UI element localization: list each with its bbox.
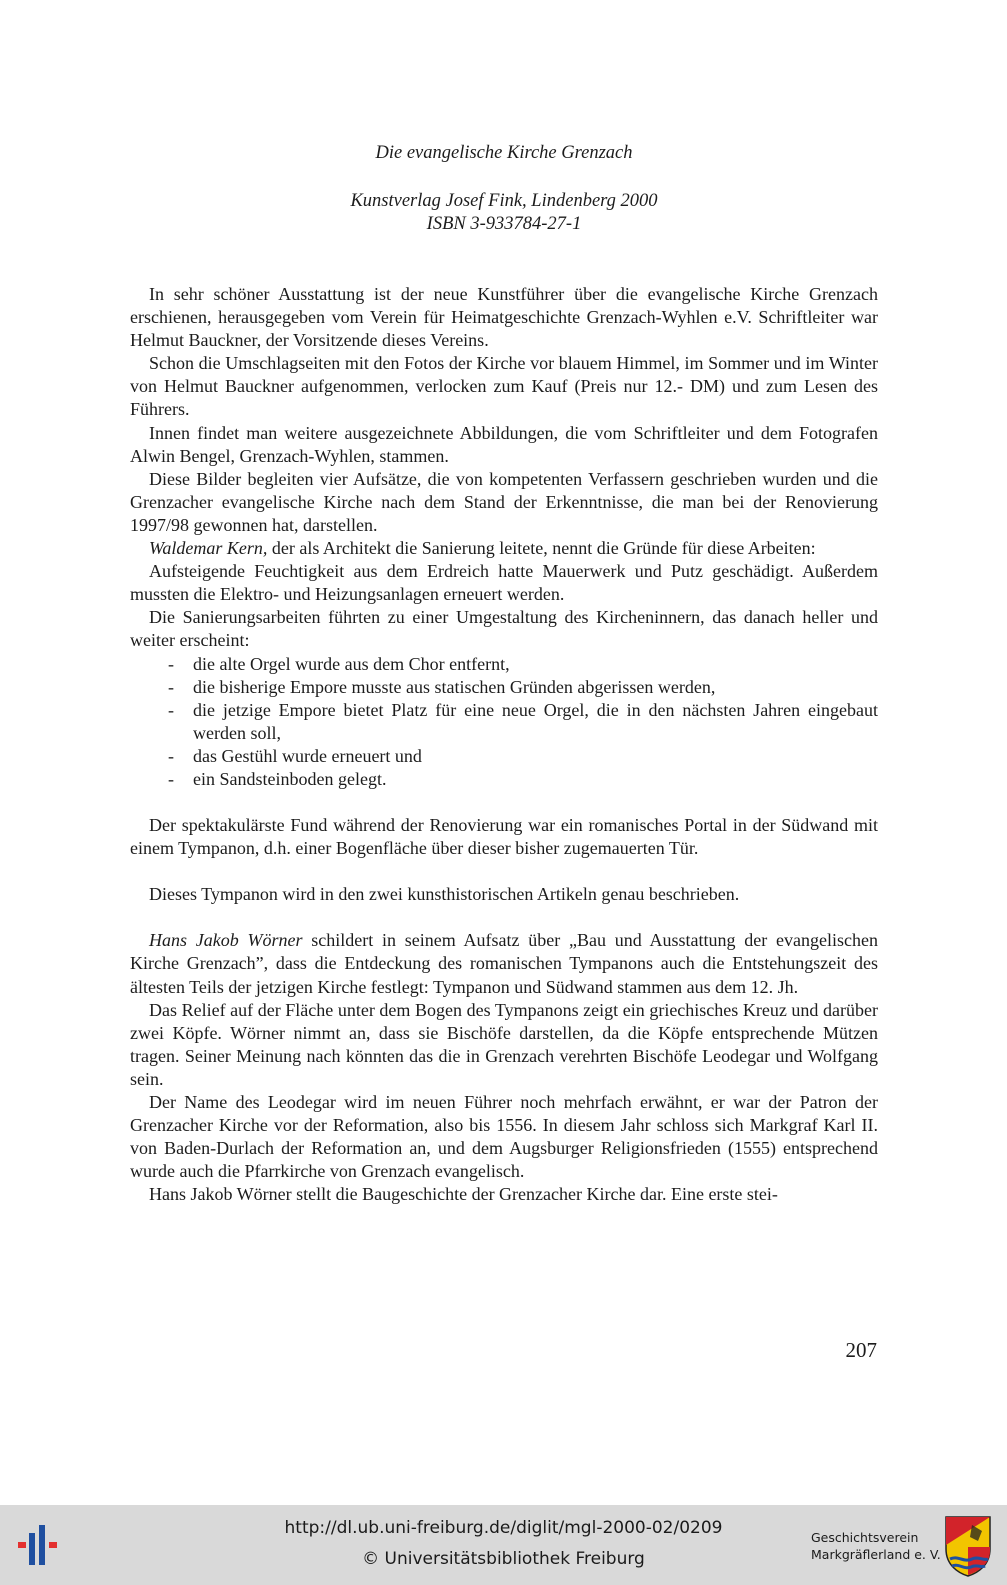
society-line: Geschichtsverein <box>811 1530 919 1545</box>
copyright-text: © Universitätsbibliothek Freiburg <box>362 1549 645 1569</box>
list-item <box>130 653 878 676</box>
paragraph: Der spektakulärste Fund während der Renovierung war ein romanisches Portal in der Südwand mit einem Tympanon, d.h. einer Bogenfläche über dieser bisher zugemauerten Tür. <box>130 815 878 859</box>
society-line: Markgräflerland e. V. <box>811 1547 941 1562</box>
renovation-list <box>130 653 878 792</box>
list-bullet: - <box>168 699 174 720</box>
page-number: 207 <box>845 1338 877 1362</box>
paragraph: Hans Jakob Wörner stellt die Baugeschichte der Grenzacher Kirche dar. Eine erste stei- <box>149 1184 778 1205</box>
book-title: Die evangelische Kirche Grenzach <box>375 143 633 163</box>
list-bullet: - <box>168 653 174 674</box>
paragraph: Aufsteigende Feuchtigkeit aus dem Erdreich hatte Mauerwerk und Putz geschädigt. Außerdem mussten die Elektro- und Heizungsanlagen erneuert werden. <box>130 561 878 605</box>
list-bullet: - <box>168 768 174 789</box>
coat-of-arms-icon <box>944 1515 992 1577</box>
list-item-text: das Gestühl wurde erneuert und <box>193 745 422 766</box>
logo-red-mark <box>49 1542 57 1548</box>
paragraph: Innen findet man weitere ausgezeichnete Abbildungen, die vom Schriftleiter und dem Fotografen Alwin Bengel, Grenzach-Wyhlen, stammen. <box>130 422 878 466</box>
list-item <box>130 768 878 791</box>
review-body <box>130 283 878 1206</box>
book-publisher: Kunstverlag Josef Fink, Lindenberg 2000 <box>350 191 658 211</box>
list-item <box>130 676 878 699</box>
list-item <box>130 745 878 768</box>
list-item <box>130 699 878 745</box>
list-bullet: - <box>168 745 174 766</box>
paragraph: Diese Bilder begleiten vier Aufsätze, die von kompetenten Verfassern geschrieben wurden und die Grenzacher evangelische Kirche nach dem Stand der Erkenntnisse, die man bei der Renovierung 1997/98 gewonnen hat, darstellen. <box>130 468 878 535</box>
source-url[interactable]: http://dl.ub.uni-freiburg.de/diglit/mgl-2000-02/0209 <box>284 1518 723 1538</box>
list-item-text: die alte Orgel wurde aus dem Chor entfernt, <box>193 653 510 674</box>
logo-red-mark <box>18 1542 26 1548</box>
list-item-text: ein Sandsteinboden gelegt. <box>193 768 387 789</box>
author-name: Hans Jakob Wörner <box>149 930 303 951</box>
paragraph <box>130 537 878 560</box>
paragraph-text: schildert in seinem Aufsatz über „Bau und Ausstattung der evangelischen Kirche Grenzach”, dass die Entdeckung des romanischen Tympanons auch die Entstehungszeit des ältesten Teils der jetzigen Kirche festlegt: Tympanon und Südwand stammen aus dem 12. Jh. <box>130 930 878 997</box>
paragraph: Schon die Umschlagseiten mit den Fotos der Kirche vor blauem Himmel, im Sommer und im Winter von Helmut Bauckner aufgenommen, verlocken zum Kauf (Preis nur 12.- DM) und zum Lesen des Führers. <box>130 353 878 420</box>
paragraph-text: der als Architekt die Sanierung leitete, nennt die Gründe für diese Arbeiten: <box>267 538 816 559</box>
book-isbn: ISBN 3-933784-27-1 <box>426 214 582 234</box>
paragraph: In sehr schöner Ausstattung ist der neue Kunstführer über die evangelische Kirche Grenzach erschienen, herausgegeben vom Verein für Heimatgeschichte Grenzach-Wyhlen e.V. Schriftleiter war Helmut Bauckner, der Vorsitzende dieses Vereins. <box>130 284 878 351</box>
paragraph: Die Sanierungsarbeiten führten zu einer Umgestaltung des Kircheninnern, das danach heller und weiter erscheint: <box>130 607 878 651</box>
list-item-text: die bisherige Empore musste aus statischen Gründen abgerissen werden, <box>193 676 716 697</box>
paragraph: Dieses Tympanon wird in den zwei kunsthistorischen Artikeln genau beschrieben. <box>149 884 740 905</box>
paragraph: Der Name des Leodegar wird im neuen Führer noch mehrfach erwähnt, er war der Patron der Grenzacher Kirche vor der Reformation, also bis 1556. In diesem Jahr schloss sich Markgraf Karl II. von Baden-Durlach der Reformation an, und dem Augsburger Religionsfrieden (1555) entsprechend wurde auch die Pfarrkirche von Grenzach evangelisch. <box>130 1092 878 1182</box>
author-name: Waldemar Kern, <box>149 538 268 559</box>
list-bullet: - <box>168 676 174 697</box>
list-item-text: die jetzige Empore bietet Platz für eine neue Orgel, die in den nächsten Jahren eingebaut werden soll, <box>193 699 878 743</box>
society-name <box>811 1529 941 1563</box>
footer-bar <box>0 1505 1007 1585</box>
paragraph: Das Relief auf der Fläche unter dem Bogen des Tympanons zeigt ein griechisches Kreuz und darüber zwei Köpfe. Wörner nimmt an, dass sie Bischöfe darstellen, da die Köpfe entsprechende Mützen tragen. Seiner Meinung nach könnten das die in Grenzach verehrten Bischöfe Leodegar und Wolfgang sein. <box>130 999 878 1089</box>
paragraph <box>130 929 878 998</box>
